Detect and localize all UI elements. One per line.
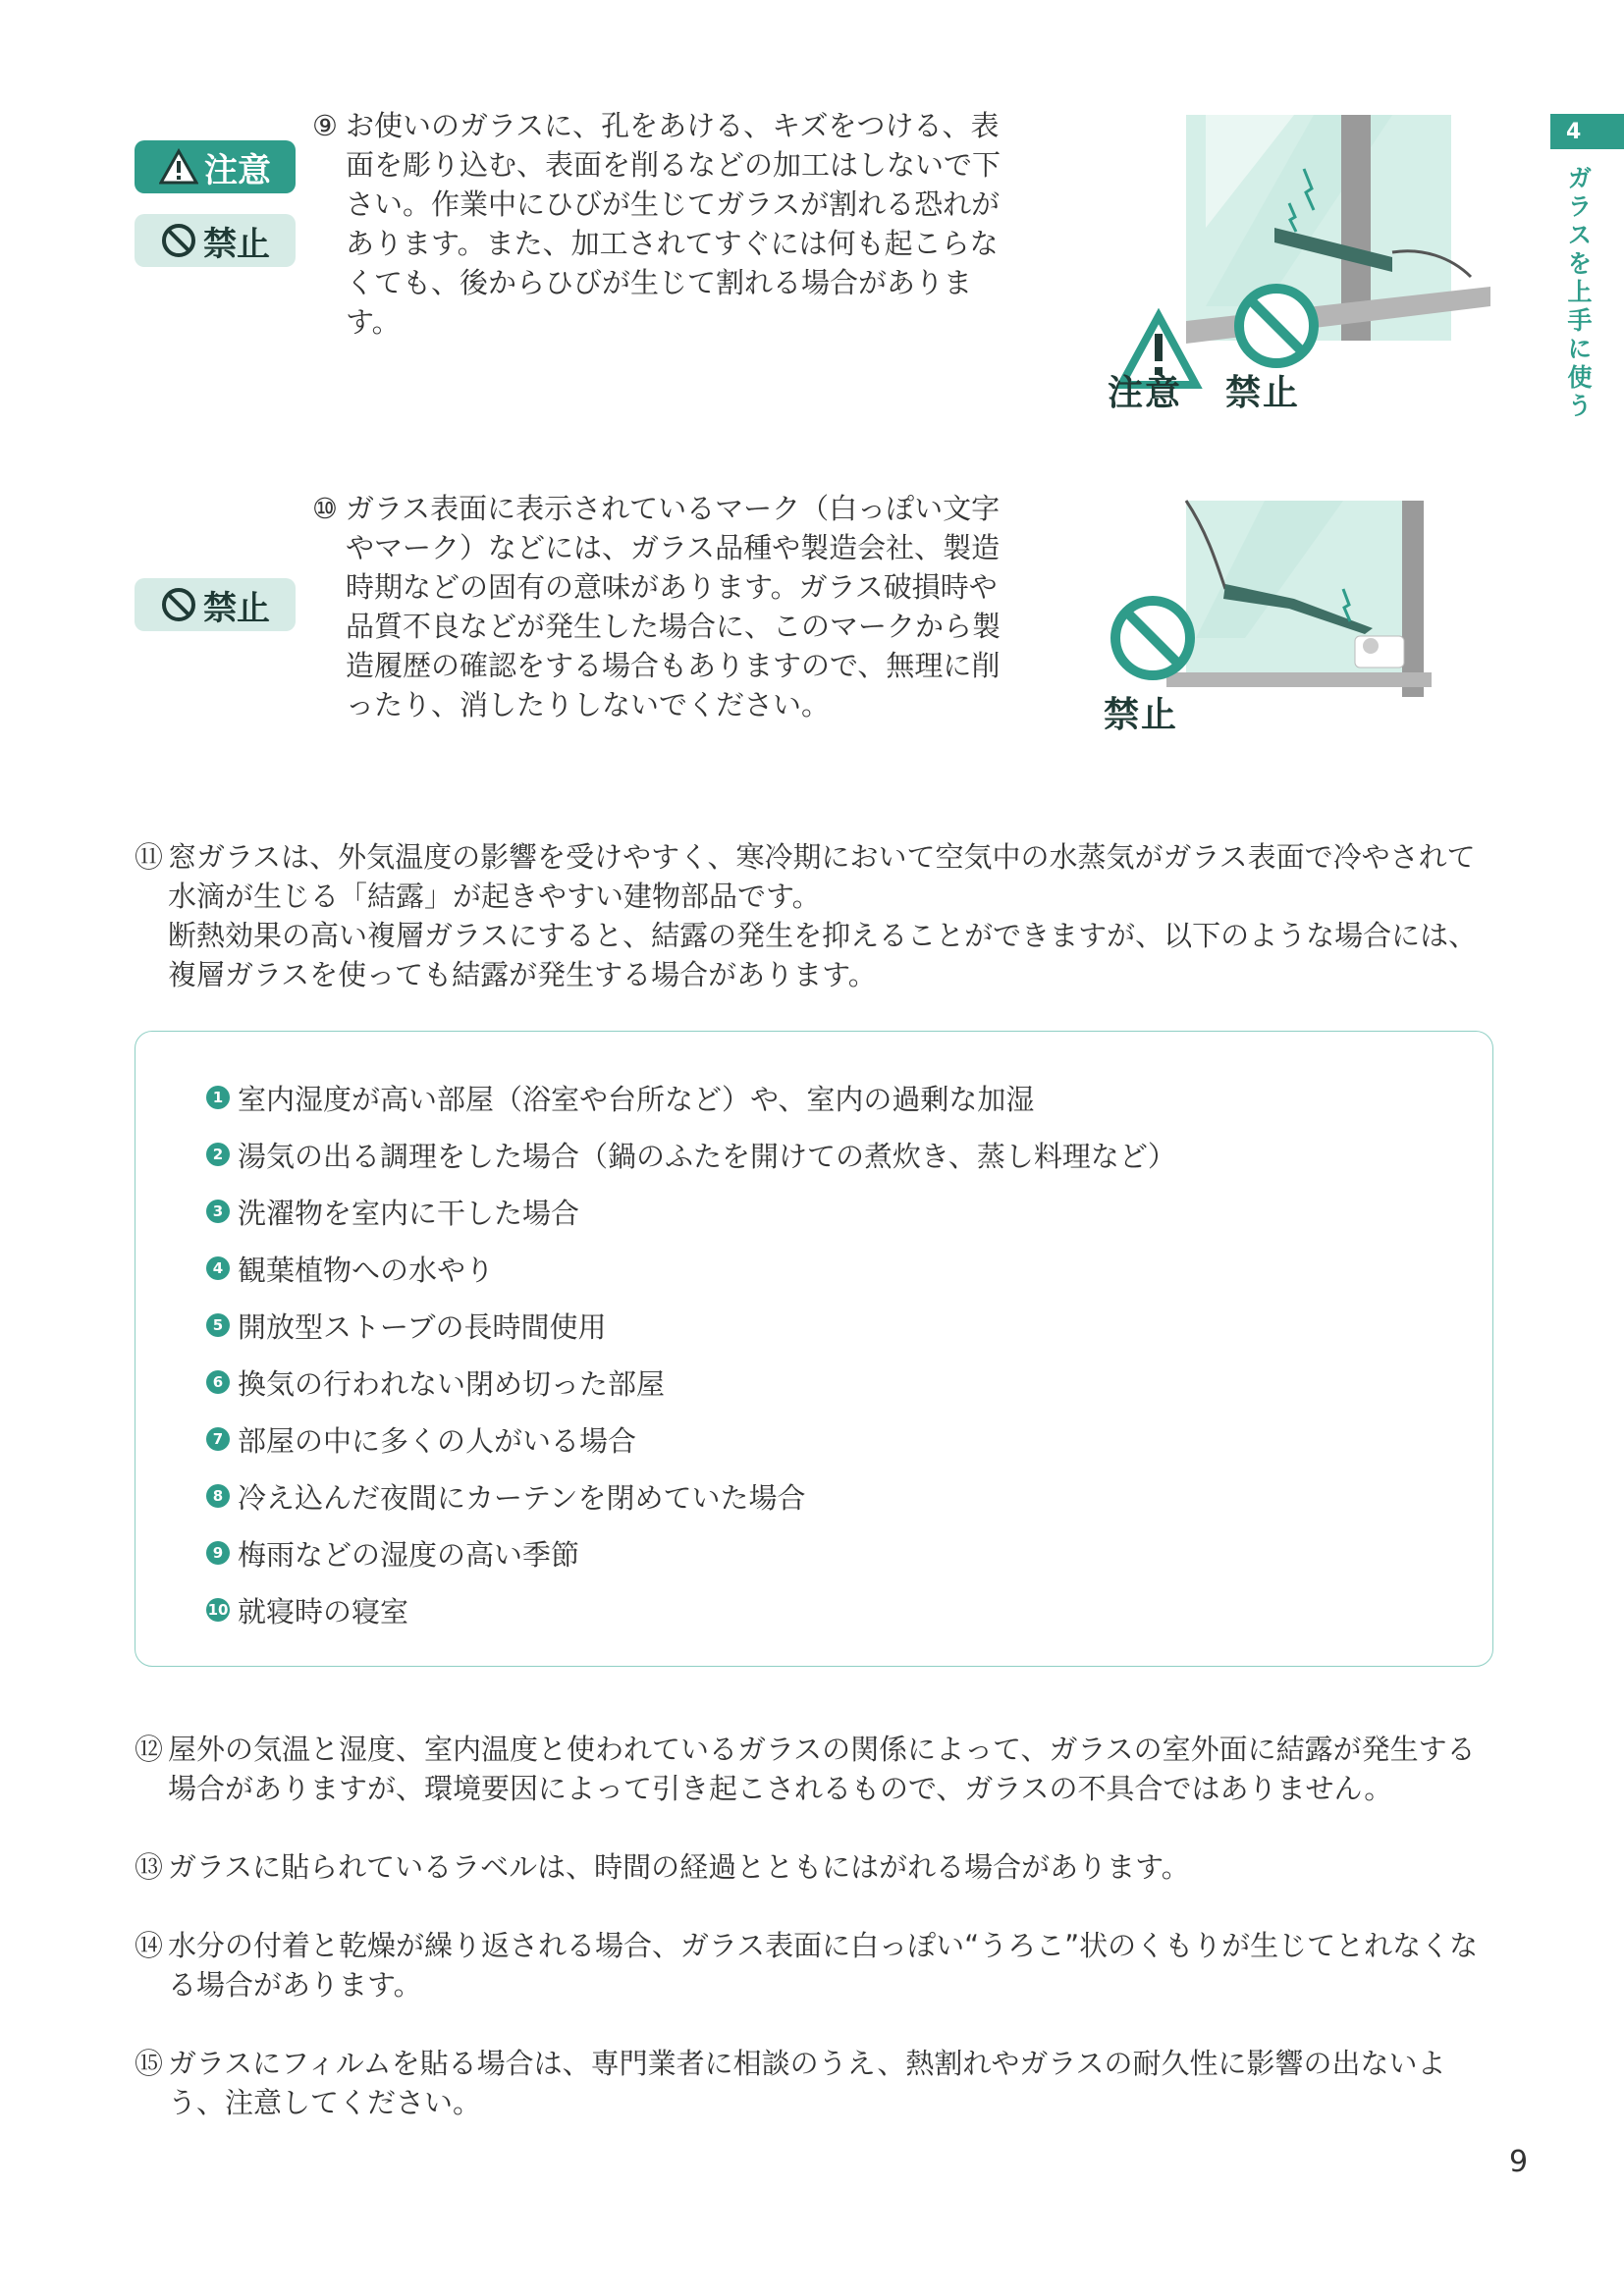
condition-text: 就寝時の寝室 [238, 1594, 409, 1629]
list-item [206, 1126, 1176, 1183]
item-text: 水分の付着と乾燥が繰り返される場合、ガラス表面に白っぽい“うろこ”状のくもりが生じてとれなくなる場合があります。 [168, 1929, 1479, 2002]
item-number: ⑫ [135, 1733, 164, 1766]
item-11-continuation: 断熱効果の高い複層ガラスにすると、結露の発生を抑えることができますが、以下のような場合には、複層ガラスを使っても結露が発生する場合があります。 [168, 919, 1478, 991]
list-item [206, 1354, 1176, 1411]
condition-number: 7 [206, 1427, 230, 1451]
list-item [206, 1069, 1176, 1126]
condition-number: 3 [206, 1200, 230, 1223]
item-number: ⑩ [312, 492, 338, 525]
list-item [206, 1468, 1176, 1524]
illus-prohibit-label: 禁止 [1104, 695, 1179, 735]
item-number: ⑮ [135, 2047, 164, 2080]
list-item [206, 1411, 1176, 1468]
item-text: ガラスにフィルムを貼る場合は、専門業者に相談のうえ、熱割れやガラスの耐久性に影響の出ないよう、注意してください。 [168, 2047, 1446, 2119]
prohibit-icon [160, 586, 197, 623]
item-text: お使いのガラスに、孔をあける、キズをつける、表面を彫り込む、表面を削るなどの加工はしないで下さい。作業中にひびが生じてガラスが割れる恐れがあります。また、加工されてすぐには何も起こらなくても、後からひびが生じて割れる場合があります。 [346, 109, 1001, 339]
item-text: 窓ガラスは、外気温度の影響を受けやすく、寒冷期において空気中の水蒸気がガラス表面で冷やされて水滴が生じる「結露」が起きやすい建物部品です。 [168, 840, 1476, 913]
condition-number: 9 [206, 1541, 230, 1565]
item-text: ガラス表面に表示されているマーク（白っぽい文字やマーク）などには、ガラス品種や製造会社、製造時期などの固有の意味があります。ガラス破損時や品質不良などが発生した場合に、このマークから製造履歴の確認をする場合もありますので、無理に削ったり、消したりしないでください。 [346, 492, 1001, 721]
list-item [206, 1524, 1176, 1581]
illus-caution-label: 注意 [1108, 373, 1183, 413]
condition-number: 2 [206, 1143, 230, 1166]
condition-list [206, 1069, 1176, 1638]
item-15 [135, 2044, 1499, 2122]
item-10 [312, 489, 1019, 724]
condition-text: 冷え込んだ夜間にカーテンを閉めていた場合 [238, 1480, 806, 1515]
chapter-number: 4 [1550, 114, 1624, 149]
item-number: ⑨ [312, 109, 338, 142]
condition-number: 10 [206, 1598, 230, 1622]
item-text: ガラスに貼られているラベルは、時間の経過とともにはがれる場合があります。 [168, 1850, 1190, 1884]
condition-number: 6 [206, 1370, 230, 1394]
condition-text: 洗濯物を室内に干した場合 [238, 1196, 580, 1230]
page-number: 9 [1509, 2145, 1529, 2179]
illustration-mark-removal [1098, 491, 1451, 736]
list-item [206, 1297, 1176, 1354]
caution-label: 注意 [204, 150, 271, 190]
list-item [206, 1240, 1176, 1297]
illustration-glass-scratch [1098, 110, 1490, 412]
item-number: ⑪ [135, 840, 164, 874]
condition-number: 5 [206, 1313, 230, 1337]
condition-text: 観葉植物への水やり [238, 1253, 495, 1287]
condition-text: 開放型ストーブの長時間使用 [238, 1309, 607, 1344]
condition-number: 4 [206, 1256, 230, 1280]
condition-text: 部屋の中に多くの人がいる場合 [238, 1423, 637, 1458]
condition-number: 1 [206, 1086, 230, 1109]
prohibit-label: 禁止 [203, 588, 270, 628]
prohibit-icon [160, 222, 197, 259]
list-item [206, 1183, 1176, 1240]
prohibit-badge [135, 578, 296, 631]
item-number: ⑬ [135, 1850, 164, 1884]
chapter-title: ガラスを上手に使う [1564, 165, 1593, 421]
warning-icon [159, 148, 198, 186]
item-11 [135, 837, 1499, 994]
condition-number: 8 [206, 1484, 230, 1508]
item-14 [135, 1926, 1499, 2004]
item-13 [135, 1847, 1499, 1887]
condition-text: 湯気の出る調理をした場合（鍋のふたを開けての煮炊き、蒸し料理など） [238, 1139, 1176, 1173]
item-number: ⑭ [135, 1929, 164, 1962]
condensation-conditions-box [135, 1031, 1493, 1667]
condition-text: 梅雨などの湿度の高い季節 [238, 1537, 580, 1572]
illus-prohibit-label: 禁止 [1225, 373, 1301, 413]
item-9 [312, 106, 1019, 342]
condition-text: 室内湿度が高い部屋（浴室や台所など）や、室内の過剰な加湿 [238, 1082, 1035, 1116]
list-item [206, 1581, 1176, 1638]
condition-text: 換気の行われない閉め切った部屋 [238, 1366, 666, 1401]
prohibit-label: 禁止 [203, 224, 270, 264]
prohibit-badge [135, 214, 296, 267]
item-12 [135, 1730, 1499, 1808]
item-text: 屋外の気温と湿度、室内温度と使われているガラスの関係によって、ガラスの室外面に結露が発生する場合がありますが、環境要因によって引き起こされるもので、ガラスの不具合ではありません。 [168, 1733, 1476, 1805]
caution-badge [135, 140, 296, 193]
